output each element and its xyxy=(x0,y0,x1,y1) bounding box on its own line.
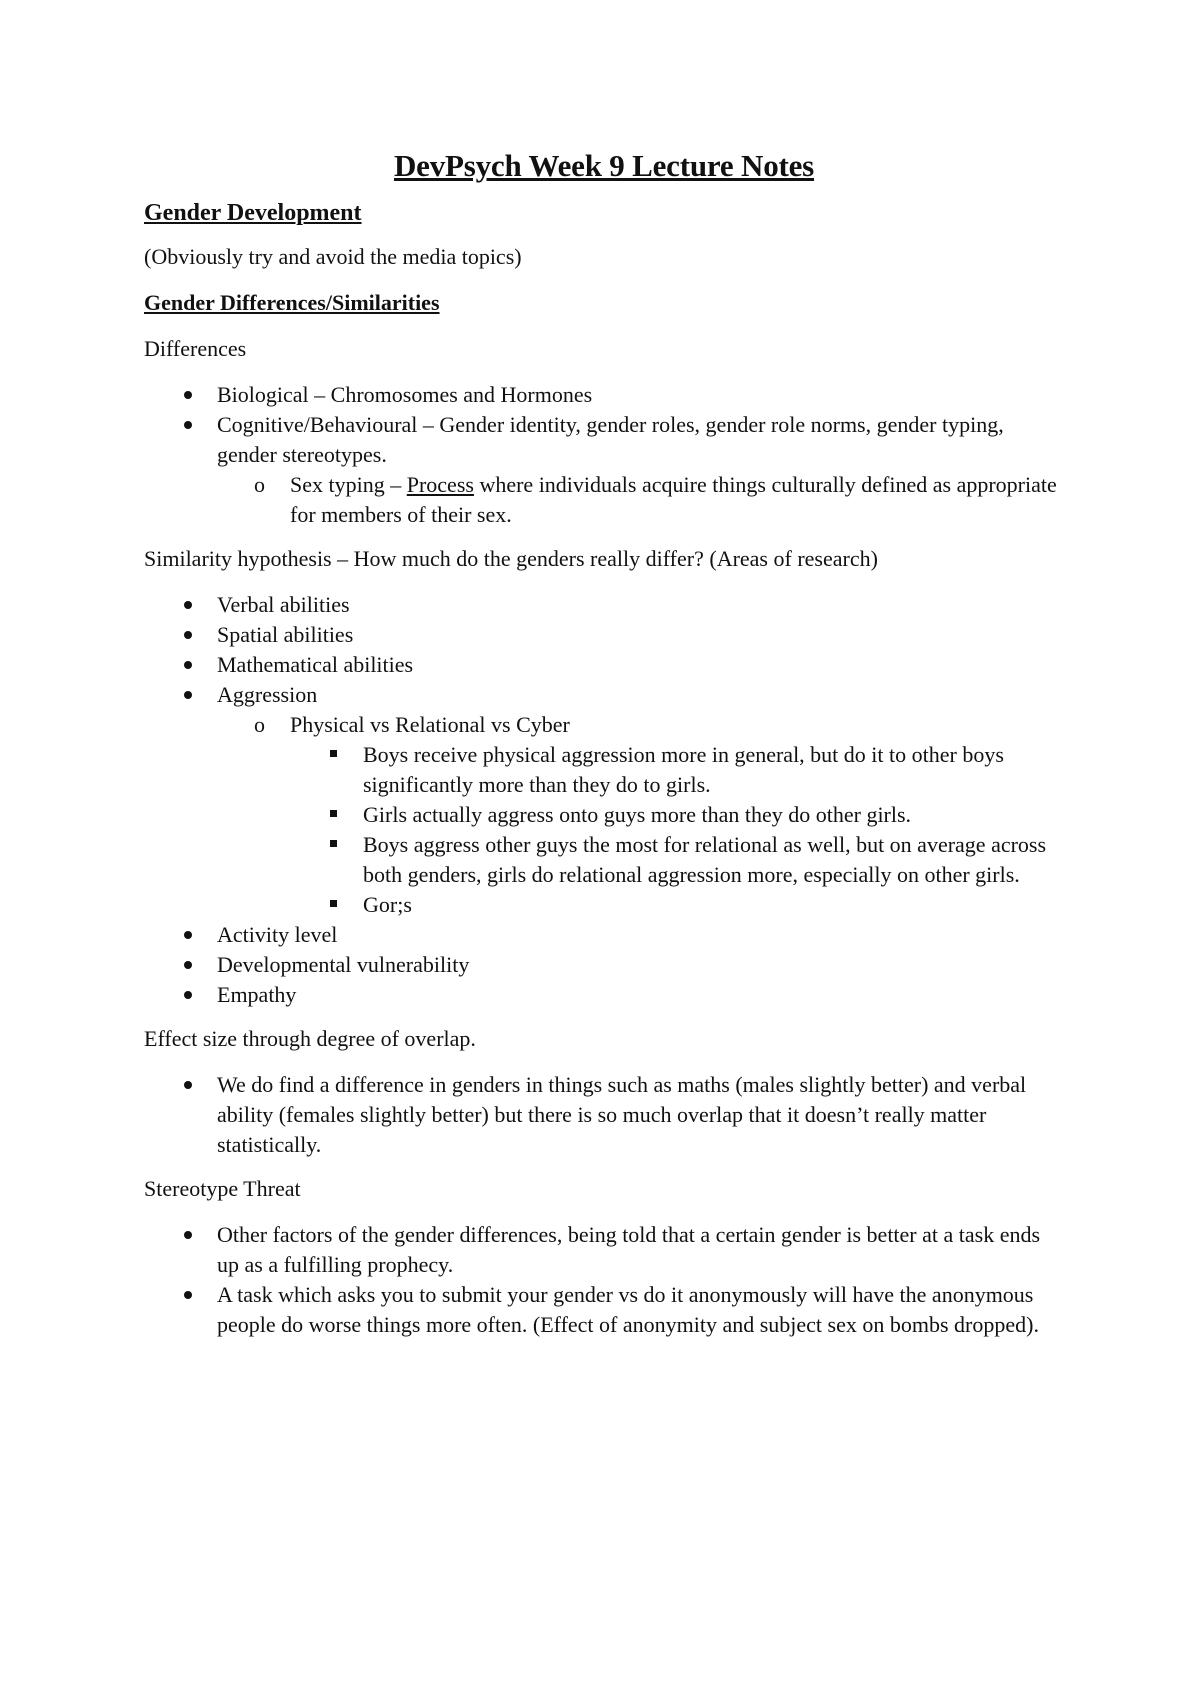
document-title: DevPsych Week 9 Lecture Notes xyxy=(393,148,815,183)
square-bullet-icon xyxy=(330,810,337,817)
circle-bullet-icon: o xyxy=(254,712,265,737)
aggression-points-list xyxy=(290,740,1064,920)
bullet-icon xyxy=(184,421,192,429)
list-item-text: Empathy xyxy=(217,982,297,1007)
research-areas-list xyxy=(144,590,1064,1010)
subheading-differences-similarities: Gender Differences/Similarities xyxy=(144,290,440,315)
list-item xyxy=(290,890,1064,920)
list-item xyxy=(144,1070,1064,1160)
sex-typing-prefix: Sex typing – xyxy=(290,472,407,497)
sex-typing-definition: where individuals acquire things culturally defined as appropriate for members of their sex. xyxy=(290,472,1057,527)
sex-typing-keyword: Process xyxy=(406,472,474,497)
bullet-icon xyxy=(184,991,192,999)
list-item xyxy=(144,920,1064,950)
square-bullet-icon xyxy=(330,750,337,757)
list-item xyxy=(144,1280,1064,1340)
list-item xyxy=(290,740,1064,800)
sub-list xyxy=(217,470,1064,530)
heading-gender-development: Gender Development xyxy=(144,200,362,226)
list-item-text: Developmental vulnerability xyxy=(217,952,470,977)
list-item xyxy=(144,980,1064,1010)
sub-list xyxy=(217,710,1064,920)
bullet-icon xyxy=(184,931,192,939)
list-item xyxy=(144,1220,1064,1280)
document-body xyxy=(144,138,1064,1354)
square-bullet-icon xyxy=(330,900,337,907)
effect-size-label: Effect size through degree of overlap. xyxy=(144,1026,476,1051)
list-item xyxy=(144,950,1064,980)
list-item-text: Boys receive physical aggression more in general, but do it to other boys significantly more than they do to girls. xyxy=(363,742,1004,797)
bullet-icon xyxy=(184,691,192,699)
list-item xyxy=(290,800,1064,830)
list-item-text: Biological – Chromosomes and Hormones xyxy=(217,382,593,407)
list-item xyxy=(144,620,1064,650)
list-item-text: Mathematical abilities xyxy=(217,652,414,677)
bullet-icon xyxy=(184,391,192,399)
list-item-text: Gor;s xyxy=(363,892,412,917)
stereotype-threat-label: Stereotype Threat xyxy=(144,1176,301,1201)
bullet-icon xyxy=(184,661,192,669)
list-item-text: Spatial abilities xyxy=(217,622,354,647)
similarity-hypothesis: Similarity hypothesis – How much do the genders really differ? (Areas of research) xyxy=(144,546,878,571)
differences-list xyxy=(144,380,1064,530)
list-item-text: A task which asks you to submit your gender vs do it anonymously will have the anonymous people do worse things more often. (Effect of anonymity and subject sex on bombs dropped). xyxy=(217,1282,1039,1337)
differences-label: Differences xyxy=(144,336,247,361)
list-item-text: Boys aggress other guys the most for relational as well, but on average across both genders, girls do relational aggression more, especially on other girls. xyxy=(363,832,1047,887)
bullet-icon xyxy=(184,1231,192,1239)
effect-size-list xyxy=(144,1070,1064,1160)
circle-bullet-icon: o xyxy=(254,472,265,497)
list-item-text: Verbal abilities xyxy=(217,592,350,617)
list-item-text: Activity level xyxy=(217,922,338,947)
list-item xyxy=(144,590,1064,620)
list-item xyxy=(144,680,1064,920)
list-item-text: Other factors of the gender differences, being told that a certain gender is better at a task ends up as a fulfilling prophecy. xyxy=(217,1222,1041,1277)
bullet-icon xyxy=(184,1081,192,1089)
list-item-text: Aggression xyxy=(217,682,318,707)
bullet-icon xyxy=(184,631,192,639)
list-item-text: Physical vs Relational vs Cyber xyxy=(290,712,570,737)
list-item xyxy=(144,410,1064,530)
bullet-icon xyxy=(184,1291,192,1299)
list-item xyxy=(144,650,1064,680)
intro-note: (Obviously try and avoid the media topics) xyxy=(144,244,522,269)
bullet-icon xyxy=(184,601,192,609)
list-item-text: Girls actually aggress onto guys more than they do other girls. xyxy=(363,802,912,827)
bullet-icon xyxy=(184,961,192,969)
stereotype-threat-list xyxy=(144,1220,1064,1340)
list-item-text: We do find a difference in genders in things such as maths (males slightly better) and verbal ability (females slightly better) but there is so much overlap that it doesn’t really matter statistically. xyxy=(217,1072,1027,1157)
list-item xyxy=(144,380,1064,410)
list-item xyxy=(217,470,1064,530)
square-bullet-icon xyxy=(330,840,337,847)
list-item xyxy=(290,830,1064,890)
list-item xyxy=(217,710,1064,920)
list-item-text: Cognitive/Behavioural – Gender identity, gender roles, gender role norms, gender typing, gender stereotypes. xyxy=(217,412,1004,467)
